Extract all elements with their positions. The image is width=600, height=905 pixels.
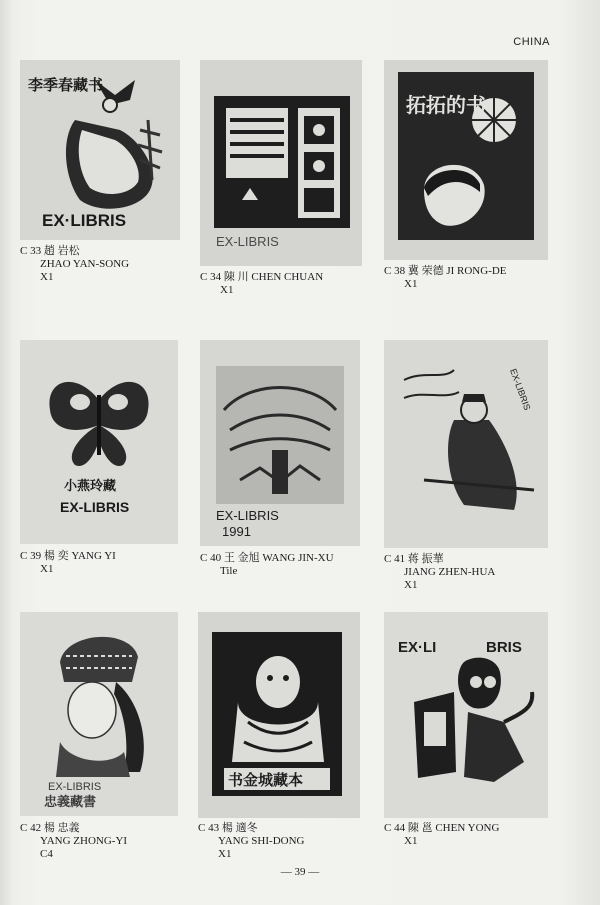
- plate-caption: [20, 245, 129, 284]
- caption-artist-romanized: YANG ZHONG-YI: [40, 835, 128, 847]
- bookplate-image: [20, 340, 178, 544]
- caption-artist-romanized: JIANG ZHEN-HUA: [404, 566, 496, 578]
- caption-technique: Tile: [220, 565, 238, 577]
- plate-caption: [20, 550, 116, 576]
- bookplate-artwork: [384, 340, 548, 548]
- bookplate-artwork: [200, 340, 360, 546]
- bookplate-text-bottom: 忠義藏書: [44, 794, 97, 809]
- caption-technique: X1: [218, 848, 232, 860]
- bookplate-image: [20, 612, 178, 816]
- bookplate-text-bottom: EX-LIBRIS: [60, 499, 130, 515]
- bookplate-text-top: EX-LIBRIS: [216, 508, 279, 523]
- caption-id-artist: C 39 楊 奕 YANG YI: [20, 550, 116, 562]
- caption-id-artist: C 40 王 金旭 WANG JIN-XU: [200, 552, 334, 564]
- caption-id-artist: C 33 趙 岩松: [20, 245, 80, 257]
- bookplate-artwork: [384, 612, 548, 818]
- plate-caption: [384, 265, 507, 291]
- plate-caption: [200, 552, 334, 578]
- bookplate-text-bottom: 书金城藏本: [228, 773, 304, 789]
- bookplate-artwork: [384, 60, 548, 260]
- plate-caption: [384, 553, 495, 592]
- caption-technique: X1: [40, 563, 54, 575]
- caption-technique: X1: [220, 284, 234, 296]
- caption-technique: X1: [404, 579, 418, 591]
- bookplate-artwork: [20, 60, 180, 240]
- bookplate-text-top: 小燕玲藏: [64, 478, 117, 493]
- bookplate-text-top: EX·LI: [398, 639, 437, 656]
- caption-id-artist: C 34 陳 川 CHEN CHUAN: [200, 271, 324, 283]
- caption-artist-romanized: YANG SHI-DONG: [218, 835, 305, 847]
- bookplate-image: [200, 340, 360, 546]
- bookplate-text-top: EX-LIBRIS: [508, 367, 533, 412]
- caption-id-artist: C 38 冀 荣德 JI RONG-DE: [384, 265, 507, 277]
- bookplate-text-bottom: BRIS: [486, 639, 522, 656]
- caption-technique: X1: [404, 835, 418, 847]
- caption-id-artist: C 42 楊 忠義: [20, 822, 80, 834]
- plate-caption: [200, 271, 323, 297]
- bookplate-image: [198, 612, 360, 818]
- bookplate-text-bottom: EX-LIBRIS: [216, 234, 279, 249]
- bookplate-image: [200, 60, 362, 266]
- bookplate-image: [384, 612, 548, 818]
- bookplate-artwork: [200, 60, 362, 266]
- caption-id-artist: C 43 楊 適冬: [198, 822, 258, 834]
- caption-technique: C4: [40, 848, 53, 860]
- caption-id-artist: C 44 陳 邕 CHEN YONG: [384, 822, 500, 834]
- plate-caption: [384, 822, 499, 848]
- bookplate-text-bottom: EX·LIBRIS: [42, 211, 127, 230]
- bookplate-text-top: EX-LIBRIS: [48, 781, 102, 793]
- caption-id-artist: C 41 蒋 振華: [384, 553, 444, 565]
- bookplate-artwork: [20, 340, 178, 544]
- page-number: — 39 —: [280, 866, 320, 878]
- caption-technique: X1: [404, 278, 418, 290]
- plate-caption: [20, 822, 127, 861]
- plate-caption: [198, 822, 304, 861]
- bookplate-text-top: 李季春藏书: [28, 78, 104, 94]
- caption-technique: X1: [40, 271, 54, 283]
- bookplate-image: [20, 60, 180, 240]
- caption-artist-romanized: ZHAO YAN-SONG: [40, 258, 130, 270]
- bookplate-image: [384, 340, 548, 548]
- bookplate-artwork: [198, 612, 360, 818]
- bookplate-image: [384, 60, 548, 260]
- bookplate-text-top: 拓拓的书: [406, 95, 486, 117]
- bookplate-text-bottom: 1991: [222, 524, 251, 539]
- country-header: CHINA: [513, 36, 550, 48]
- bookplate-artwork: [20, 612, 178, 816]
